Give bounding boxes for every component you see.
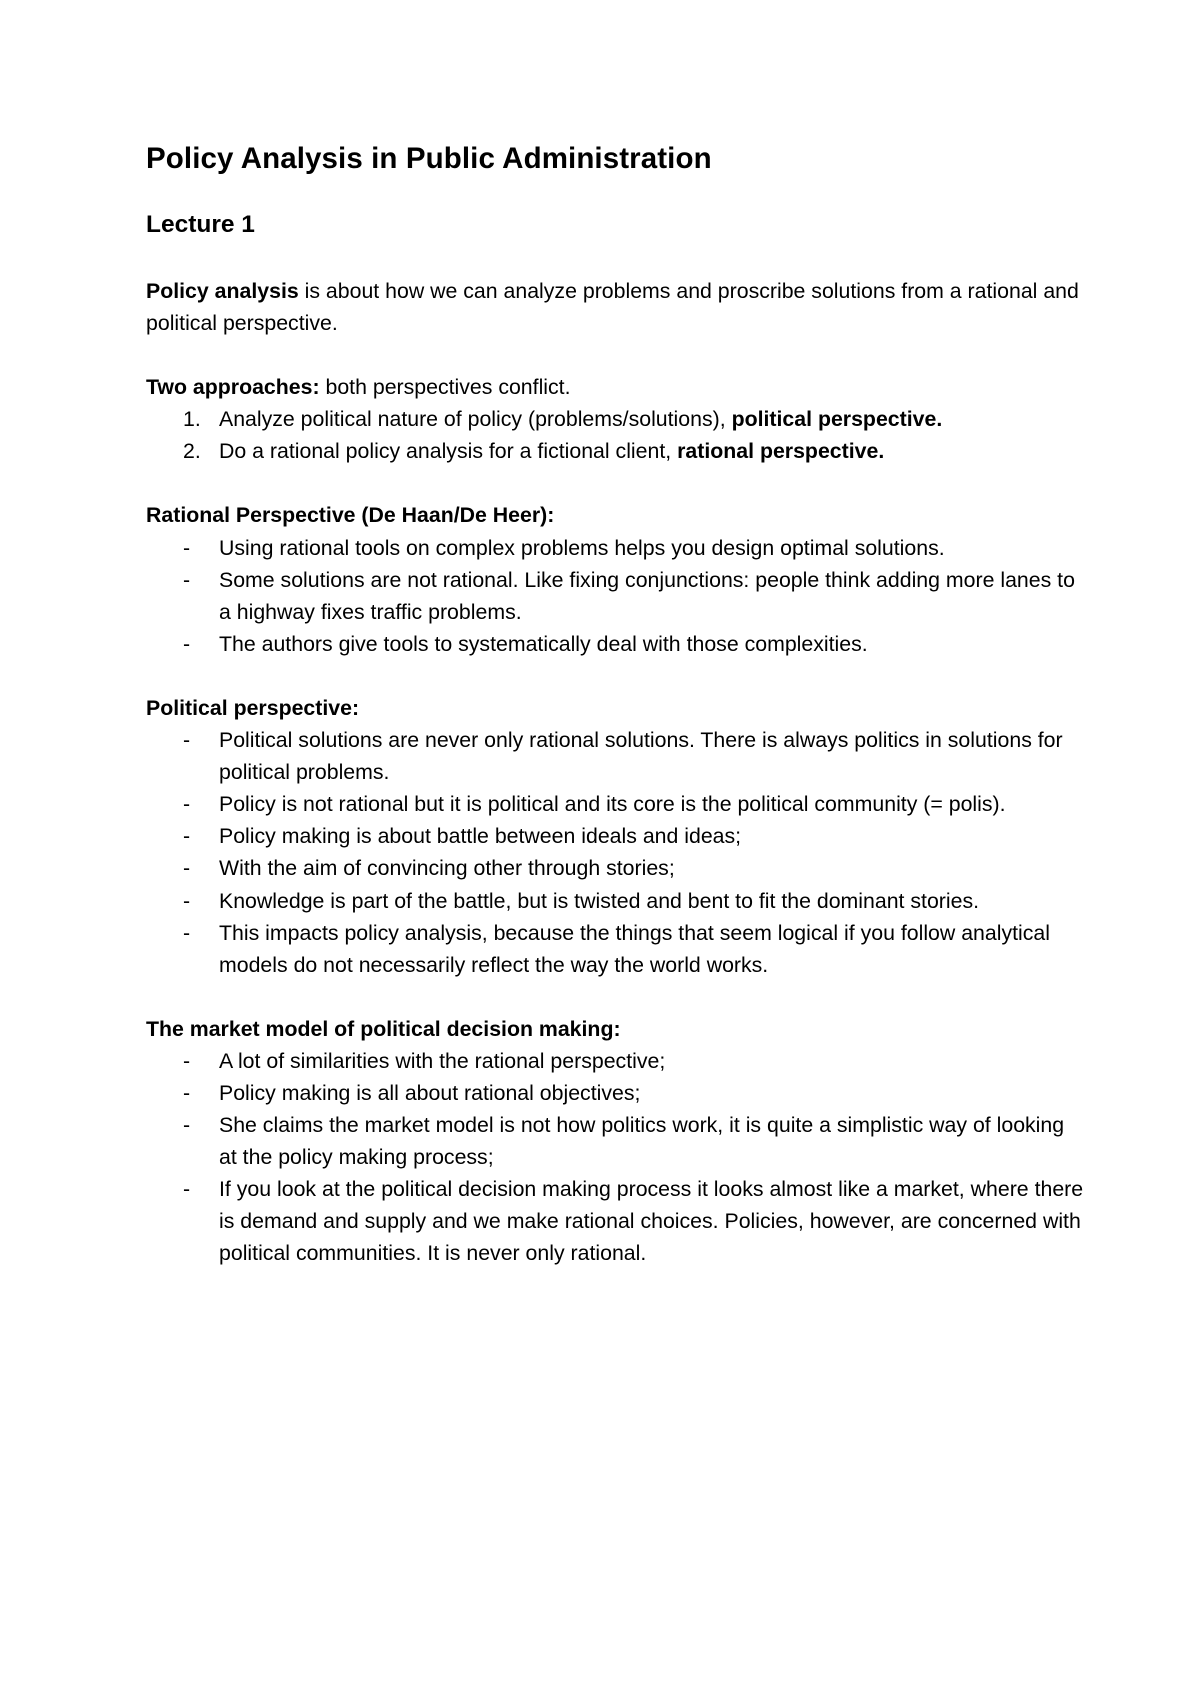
political-list: [146, 724, 1086, 981]
list-item: [146, 532, 1086, 564]
approaches-text: both perspectives conflict.: [319, 375, 571, 400]
list-item: [146, 1077, 1086, 1109]
list-item: [146, 724, 1086, 788]
list-number: 2.: [183, 439, 201, 464]
list-item: [146, 435, 1086, 467]
list-item: [146, 1109, 1086, 1173]
document-page: [146, 140, 1086, 1270]
approaches-list: [146, 403, 1086, 467]
list-item: [146, 628, 1086, 660]
list-item-text: Do a rational policy analysis for a fictional client,: [219, 439, 678, 464]
list-item: [146, 788, 1086, 820]
list-item-text: Policy making is about battle between ideals and ideas;: [219, 824, 742, 849]
lecture-heading: Lecture 1: [146, 211, 255, 238]
market-list: [146, 1045, 1086, 1270]
dash-bullet: -: [183, 888, 191, 913]
dash-bullet: -: [183, 920, 191, 945]
list-item-text: This impacts policy analysis, because the things that seem logical if you follow analytical models do not necessarily reflect the way the world works.: [219, 920, 1050, 977]
list-item-text: The authors give tools to systematically deal with those complexities.: [219, 631, 868, 656]
rational-heading: Rational Perspective (De Haan/De Heer):: [146, 503, 555, 528]
intro-paragraph: [146, 275, 1086, 339]
dash-bullet: -: [183, 856, 191, 881]
dash-bullet: -: [183, 728, 191, 753]
list-item-text: Policy is not rational but it is political and its core is the political community (= polis).: [219, 792, 1006, 817]
market-heading: The market model of political decision making:: [146, 1016, 621, 1041]
list-item: [146, 564, 1086, 628]
dash-bullet: -: [183, 1080, 191, 1105]
approaches-label: Two approaches:: [146, 375, 320, 400]
list-item: [146, 885, 1086, 917]
document-title: Policy Analysis in Public Administration: [146, 142, 712, 175]
list-item-text: Using rational tools on complex problems helps you design optimal solutions.: [219, 535, 945, 560]
list-item: [146, 1173, 1086, 1269]
list-item-text: A lot of similarities with the rational perspective;: [219, 1048, 666, 1073]
list-number: 1.: [183, 407, 201, 432]
list-item-text: Political solutions are never only rational solutions. There is always politics in solutions for political problems.: [219, 728, 1063, 785]
list-item-text: Knowledge is part of the battle, but is twisted and bent to fit the dominant stories.: [219, 888, 980, 913]
list-item: [146, 917, 1086, 981]
dash-bullet: -: [183, 1048, 191, 1073]
list-item: [146, 403, 1086, 435]
list-item: [146, 820, 1086, 852]
approaches-paragraph: [146, 371, 1086, 403]
list-item: [146, 1045, 1086, 1077]
intro-text: is about how we can analyze problems and proscribe solutions from a rational and political perspective.: [146, 279, 1079, 336]
list-item-text: Policy making is all about rational objectives;: [219, 1080, 641, 1105]
dash-bullet: -: [183, 631, 191, 656]
list-item-text: Analyze political nature of policy (problems/solutions),: [219, 407, 732, 432]
list-item-text: She claims the market model is not how politics work, it is quite a simplistic way of looking at the policy making process;: [219, 1113, 1065, 1170]
list-item-bold: political perspective.: [731, 407, 943, 432]
list-item: [146, 852, 1086, 884]
intro-term: Policy analysis: [146, 279, 299, 303]
list-item-text: Some solutions are not rational. Like fixing conjunctions: people think adding more lanes to a highway fixes traffic problems.: [219, 567, 1075, 624]
dash-bullet: -: [183, 824, 191, 849]
dash-bullet: -: [183, 1177, 191, 1202]
dash-bullet: -: [183, 567, 191, 592]
dash-bullet: -: [183, 1113, 191, 1138]
list-item-bold: rational perspective.: [677, 439, 885, 464]
list-item-text: With the aim of convincing other through stories;: [219, 856, 675, 881]
list-item-text: If you look at the political decision making process it looks almost like a market, where there is demand and supply and we make rational choices. Policies, however, are concerned with political communities. It is never only rational.: [219, 1177, 1084, 1266]
political-heading: Political perspective:: [146, 695, 360, 720]
rational-list: [146, 532, 1086, 660]
dash-bullet: -: [183, 535, 191, 560]
dash-bullet: -: [183, 792, 191, 817]
